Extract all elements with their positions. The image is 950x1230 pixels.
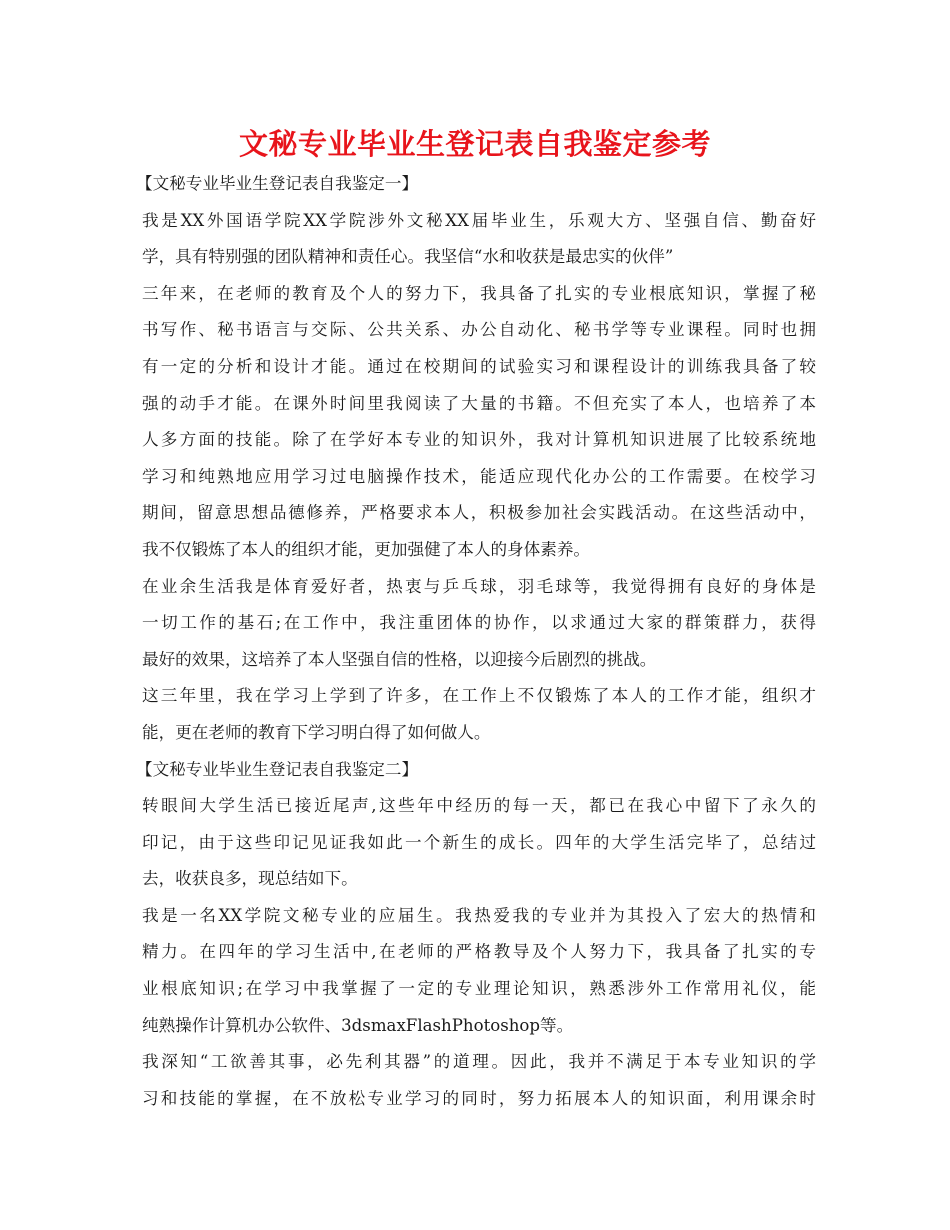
document-body bbox=[136, 166, 816, 1117]
paragraph-line: 精力。在四年的学习生活中,在老师的严格教导及个人努力下，我具备了扎实的专 bbox=[142, 942, 816, 962]
paragraph-line: 我不仅锻炼了本人的组织才能，更加强健了本人的身体素养。 bbox=[142, 539, 591, 559]
paragraph-line: 我深知“工欲善其事，必先利其器”的道理。因此，我并不满足于本专业知识的学 bbox=[142, 1052, 816, 1072]
paragraph-line: 期间，留意思想品德修养，严格要求本人，积极参加社会实践活动。在这些活动中， bbox=[142, 503, 816, 523]
paragraph-line: 这三年里，我在学习上学到了许多，在工作上不仅锻炼了本人的工作才能，组织才 bbox=[142, 686, 816, 706]
paragraph-line: 有一定的分析和设计才能。通过在校期间的试验实习和课程设计的训练我具备了较 bbox=[142, 356, 816, 376]
paragraph-line: 一切工作的基石;在工作中，我注重团体的协作，以求通过大家的群策群力，获得 bbox=[142, 613, 816, 633]
paragraph-line: 印记，由于这些印记见证我如此一个新生的成长。四年的大学生活完毕了，总结过 bbox=[142, 832, 816, 852]
paragraph-line: 我是XX外国语学院XX学院涉外文秘XX届毕业生，乐观大方、坚强自信、勤奋好 bbox=[142, 210, 816, 230]
paragraph-line: 学习和纯熟地应用学习过电脑操作技术，能适应现代化办公的工作需要。在校学习 bbox=[142, 466, 816, 486]
paragraph-line: 书写作、秘书语言与交际、公共关系、办公自动化、秘书学等专业课程。同时也拥 bbox=[142, 320, 816, 340]
paragraph-line: 在业余生活我是体育爱好者，热衷与乒乓球，羽毛球等，我觉得拥有良好的身体是 bbox=[142, 576, 816, 596]
paragraph-line: 转眼间大学生活已接近尾声,这些年中经历的每一天，都已在我心中留下了永久的 bbox=[142, 796, 816, 816]
paragraph-line: 三年来，在老师的教育及个人的努力下，我具备了扎实的专业根底知识，掌握了秘 bbox=[142, 283, 816, 303]
paragraph-line: 能，更在老师的教育下学习明白得了如何做人。 bbox=[142, 722, 491, 742]
paragraph-line: 去，收获良多，现总结如下。 bbox=[142, 869, 358, 889]
paragraph-line: 学，具有特别强的团队精神和责任心。我坚信“水和收获是最忠实的伙伴” bbox=[142, 247, 674, 267]
paragraph-line: 习和技能的掌握，在不放松专业学习的同时，努力拓展本人的知识面，利用课余时 bbox=[142, 1088, 816, 1108]
paragraph-line: 我是一名XX学院文秘专业的应届生。我热爱我的专业并为其投入了宏大的热情和 bbox=[142, 905, 816, 925]
paragraph-line: 强的动手才能。在课外时间里我阅读了大量的书籍。不但充实了本人，也培养了本 bbox=[142, 393, 816, 413]
paragraph-line: 业根底知识;在学习中我掌握了一定的专业理论知识，熟悉涉外工作常用礼仪，能 bbox=[142, 979, 816, 999]
document-title: 文秘专业毕业生登记表自我鉴定参考 bbox=[238, 127, 711, 161]
paragraph-line: 最好的效果，这培养了本人坚强自信的性格，以迎接今后剧烈的挑战。 bbox=[142, 649, 657, 669]
section-heading: 【文秘专业毕业生登记表自我鉴定一】 bbox=[136, 174, 419, 193]
paragraph-line: 纯熟操作计算机办公软件、3dsmaxFlashPhotoshop等。 bbox=[142, 1015, 574, 1035]
section-heading: 【文秘专业毕业生登记表自我鉴定二】 bbox=[136, 759, 419, 779]
paragraph-line: 人多方面的技能。除了在学好本专业的知识外，我对计算机知识进展了比较系统地 bbox=[142, 430, 816, 450]
